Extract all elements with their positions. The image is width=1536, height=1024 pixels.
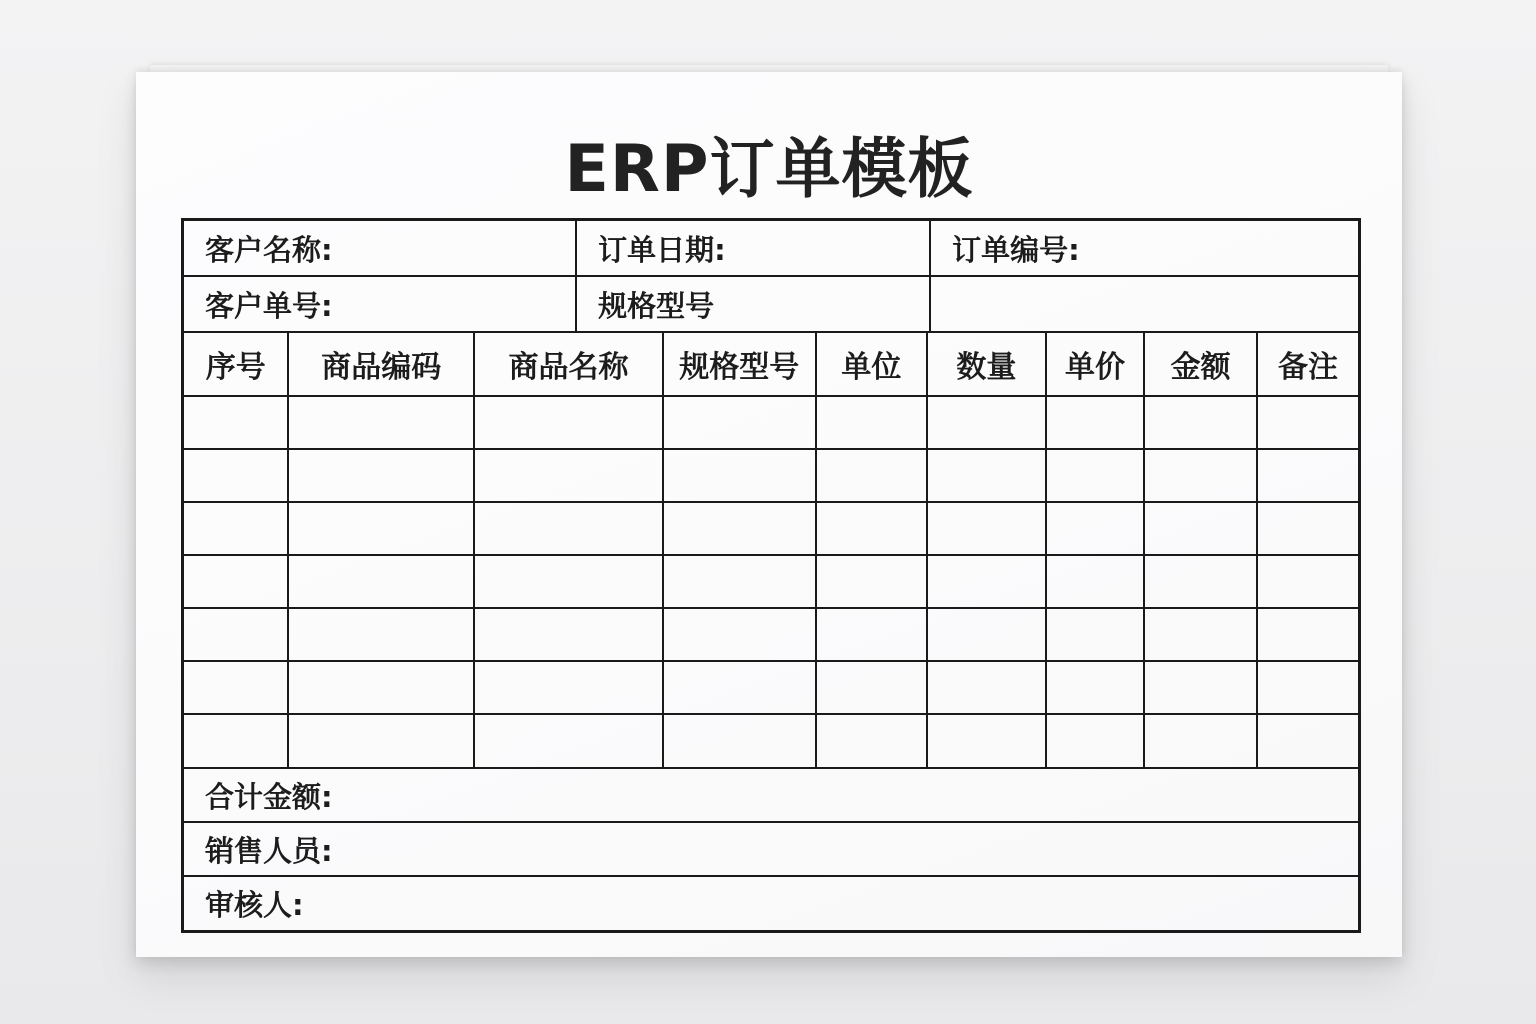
blank-cell [930, 276, 1358, 331]
document-title: ERP订单模板 [564, 132, 974, 207]
item-cell-empty [288, 661, 473, 714]
item-cell-empty [1257, 502, 1358, 555]
item-cell-empty [927, 502, 1046, 555]
order-number-cell: 订单编号: [930, 221, 1358, 276]
info-section [184, 221, 1358, 331]
item-cell-empty [663, 661, 816, 714]
item-cell-empty [816, 714, 928, 767]
item-cell-empty [1257, 555, 1358, 608]
item-cell-empty [1144, 661, 1257, 714]
item-cell-empty [816, 661, 928, 714]
item-cell-empty [474, 502, 663, 555]
col-header-unit: 单位 [816, 332, 928, 396]
item-cell-empty [184, 502, 288, 555]
col-header-seq: 序号 [184, 332, 288, 396]
item-cell-empty [927, 396, 1046, 449]
item-cell-empty [1046, 449, 1145, 502]
item-cell-empty [663, 608, 816, 661]
item-cell-empty [474, 449, 663, 502]
item-cell-empty [1046, 502, 1145, 555]
item-cell-empty [927, 661, 1046, 714]
item-row [184, 502, 1358, 555]
item-cell-empty [816, 502, 928, 555]
total-amount-row [184, 768, 1358, 822]
item-cell-empty [927, 555, 1046, 608]
item-cell-empty [663, 449, 816, 502]
item-cell-empty [1144, 714, 1257, 767]
item-cell-empty [1046, 661, 1145, 714]
item-cell-empty [927, 608, 1046, 661]
items-header-row [184, 332, 1358, 396]
info-row-2 [184, 276, 1358, 331]
order-date-cell: 订单日期: [576, 221, 930, 276]
item-row [184, 449, 1358, 502]
col-header-product-code: 商品编码 [288, 332, 473, 396]
col-header-remarks: 备注 [1257, 332, 1358, 396]
col-header-unit-price: 单价 [1046, 332, 1145, 396]
item-cell-empty [288, 608, 473, 661]
item-row [184, 661, 1358, 714]
item-cell-empty [474, 396, 663, 449]
item-cell-empty [927, 449, 1046, 502]
item-cell-empty [1257, 714, 1358, 767]
document-sheet [136, 72, 1402, 957]
item-cell-empty [1144, 608, 1257, 661]
sales-person-row [184, 822, 1358, 876]
item-cell-empty [1257, 449, 1358, 502]
item-cell-empty [288, 555, 473, 608]
reviewer-row [184, 876, 1358, 930]
col-header-spec-model: 规格型号 [663, 332, 816, 396]
item-cell-empty [184, 396, 288, 449]
item-cell-empty [1257, 661, 1358, 714]
items-empty-rows [184, 396, 1358, 767]
item-cell-empty [184, 714, 288, 767]
item-cell-empty [184, 608, 288, 661]
item-cell-empty [1046, 396, 1145, 449]
customer-order-no-cell: 客户单号: [184, 276, 576, 331]
item-cell-empty [816, 555, 928, 608]
item-cell-empty [288, 449, 473, 502]
order-form [181, 218, 1361, 933]
item-cell-empty [1144, 502, 1257, 555]
item-cell-empty [184, 449, 288, 502]
info-row-1 [184, 221, 1358, 276]
item-row [184, 714, 1358, 767]
col-header-quantity: 数量 [927, 332, 1046, 396]
item-cell-empty [474, 555, 663, 608]
item-cell-empty [184, 555, 288, 608]
item-cell-empty [1046, 608, 1145, 661]
spec-model-cell: 规格型号 [576, 276, 930, 331]
reviewer-cell: 审核人: [184, 876, 1358, 930]
item-cell-empty [1046, 555, 1145, 608]
item-cell-empty [663, 396, 816, 449]
item-cell-empty [1144, 396, 1257, 449]
item-cell-empty [1046, 714, 1145, 767]
items-section [184, 331, 1358, 767]
sales-person-cell: 销售人员: [184, 822, 1358, 876]
item-cell-empty [663, 714, 816, 767]
item-cell-empty [663, 555, 816, 608]
item-cell-empty [816, 449, 928, 502]
item-cell-empty [1257, 396, 1358, 449]
item-row [184, 555, 1358, 608]
item-cell-empty [288, 502, 473, 555]
item-cell-empty [474, 714, 663, 767]
item-cell-empty [1144, 449, 1257, 502]
item-row [184, 608, 1358, 661]
item-cell-empty [288, 714, 473, 767]
customer-name-cell: 客户名称: [184, 221, 576, 276]
col-header-amount: 金额 [1144, 332, 1257, 396]
item-cell-empty [1257, 608, 1358, 661]
item-cell-empty [816, 608, 928, 661]
item-cell-empty [816, 396, 928, 449]
item-cell-empty [288, 396, 473, 449]
item-cell-empty [474, 661, 663, 714]
item-cell-empty [1144, 555, 1257, 608]
item-cell-empty [927, 714, 1046, 767]
item-cell-empty [184, 661, 288, 714]
item-cell-empty [663, 502, 816, 555]
summary-section [184, 767, 1358, 930]
col-header-product-name: 商品名称 [474, 332, 663, 396]
total-amount-cell: 合计金额: [184, 768, 1358, 822]
item-row [184, 396, 1358, 449]
item-cell-empty [474, 608, 663, 661]
